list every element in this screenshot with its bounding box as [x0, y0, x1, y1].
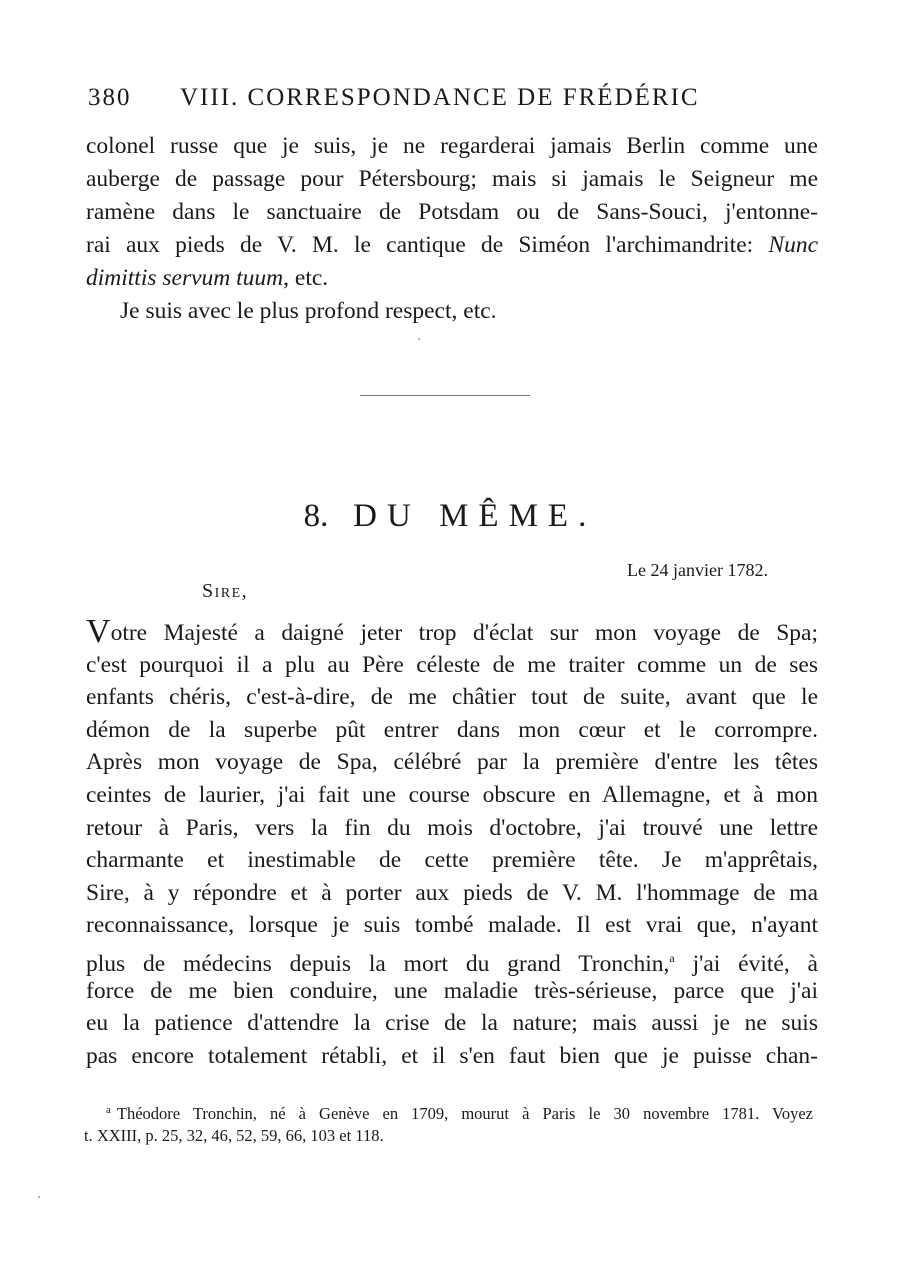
text-line	[86, 262, 818, 295]
text-line	[86, 229, 818, 262]
text-segment: plus de médecins depuis la mort du grand Tronchin,	[86, 950, 670, 977]
drop-cap: V	[86, 613, 111, 650]
letter-body	[86, 613, 818, 1072]
footnote-reference: a	[669, 950, 675, 965]
footnote-text: Théodore Tronchin, né à Genève en 1709, mourut à Paris le 30 novembre 1781. Voyez	[116, 1104, 813, 1123]
footnote-line	[84, 1097, 813, 1123]
text-line: Après mon voyage de Spa, célébré par la première d'entre les têtes	[86, 749, 818, 776]
footnotes	[84, 1097, 813, 1149]
italic-text: dimittis servum tuum	[86, 265, 284, 291]
text-line: Sire, à y répondre et à porter aux pieds de V. M. l'hommage de ma	[86, 879, 818, 906]
text-line: démon de la superbe pût entrer dans mon cœur et le corrompre.	[86, 716, 818, 743]
text-line: colonel russe que je suis, je ne regarderai jamais Berlin comme une	[86, 133, 818, 159]
text-line: ceintes de laurier, j'ai fait une course obscure en Allemagne, et à mon	[86, 781, 818, 808]
text-line: ramène dans le sanctuaire de Potsdam ou de Sans-Souci, j'entonne-	[86, 199, 818, 225]
text-line: c'est pourquoi il a plu au Père céleste de me traiter comme un de ses	[86, 651, 818, 678]
footnote-line: t. XXIII, p. 25, 32, 46, 52, 59, 66, 103 et 118.	[84, 1126, 384, 1145]
section-divider	[360, 395, 530, 396]
text-line	[86, 613, 818, 650]
text-line: retour à Paris, vers la fin du mois d'octobre, j'ai trouvé une lettre	[86, 814, 818, 841]
footnote-mark: a	[106, 1104, 111, 1116]
salutation	[202, 580, 248, 603]
text-segment: rai aux pieds de V. M. le cantique de Siméon l'archimandrite:	[86, 232, 754, 258]
text-line: eu la patience d'attendre la crise de la nature; mais aussi je ne suis	[86, 1010, 818, 1037]
text-segment: , etc.	[283, 265, 329, 291]
text-line: charmante et inestimable de cette première tête. Je m'apprêtais,	[86, 847, 818, 874]
text-segment: otre Majesté a daigné jeter trop d'éclat sur mon voyage de Spa;	[110, 620, 818, 646]
salutation-text: Sire,	[202, 580, 249, 602]
page-number: 380	[88, 84, 132, 111]
section-title: DU MÊME.	[353, 498, 597, 534]
italic-text: Nunc	[768, 232, 818, 258]
text-line: enfants chéris, c'est-à-dire, de me châtier tout de suite, avant que le	[86, 684, 818, 711]
running-title: VIII. CORRESPONDANCE DE FRÉDÉRIC	[180, 84, 700, 111]
text-line: pas encore totalement rétabli, et il s'en faut bien que je puisse chan-	[86, 1042, 818, 1069]
text-line: reconnaissance, lorsque je suis tombé malade. Il est vrai que, n'ayant	[86, 912, 818, 939]
print-speck	[418, 338, 420, 340]
text-line: auberge de passage pour Pétersbourg; mais si jamais le Seigneur me	[86, 166, 818, 192]
section-number: 8.	[303, 498, 329, 534]
text-line	[86, 942, 818, 975]
running-head	[88, 84, 828, 112]
closing-line: Je suis avec le plus profond respect, etc.	[120, 298, 497, 324]
text-segment: j'ai évité, à	[674, 950, 818, 977]
print-speck	[38, 1196, 40, 1198]
section-heading	[0, 498, 900, 535]
letter-date: Le 24 janvier 1782.	[627, 560, 768, 580]
text-line: force de me bien conduire, une maladie très-sérieuse, parce que j'ai	[86, 977, 818, 1004]
continued-paragraph	[86, 130, 818, 328]
